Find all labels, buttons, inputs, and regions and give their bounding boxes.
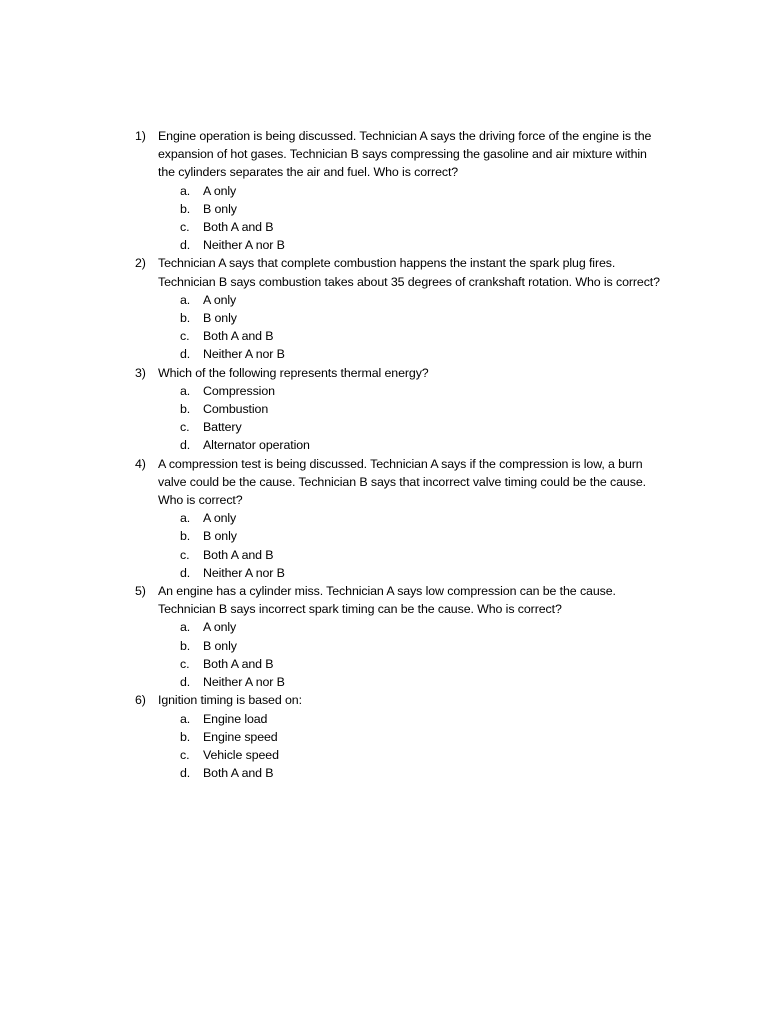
option-letter: c. <box>180 547 190 562</box>
option-text: Neither A nor B <box>203 238 285 253</box>
answer-options <box>135 291 660 364</box>
question <box>135 691 660 709</box>
answer-option <box>135 400 660 418</box>
answer-options <box>135 618 660 691</box>
option-letter: c. <box>180 420 190 435</box>
option-text: Both A and B <box>203 766 274 781</box>
option-text: A only <box>203 292 237 307</box>
option-letter: d. <box>180 347 191 362</box>
question-block <box>135 582 660 691</box>
option-text: Neither A nor B <box>203 565 285 580</box>
question-number: 6) <box>135 693 146 708</box>
answer-option <box>135 382 660 400</box>
answer-option <box>135 637 660 655</box>
question-block <box>135 127 660 254</box>
option-text: Neither A nor B <box>203 347 285 362</box>
option-letter: c. <box>180 220 190 235</box>
option-letter: d. <box>180 675 191 690</box>
option-text: Both A and B <box>203 656 274 671</box>
question-text: Technician A says that complete combustion happens the instant the spark plug fires. Technician B says combustion takes about 35 degrees of crankshaft rotation. Who is correct? <box>158 256 660 289</box>
option-letter: d. <box>180 238 191 253</box>
option-text: Combustion <box>203 402 269 417</box>
option-letter: a. <box>180 511 191 526</box>
option-letter: a. <box>180 711 191 726</box>
answer-option <box>135 182 660 200</box>
answer-option <box>135 728 660 746</box>
question-text: Engine operation is being discussed. Technician A says the driving force of the engine is the expansion of hot gases. Technician B says compressing the gasoline and air mixture within the cylinders separates the air and fuel. Who is correct? <box>158 129 652 180</box>
answer-option <box>135 710 660 728</box>
option-letter: d. <box>180 766 191 781</box>
option-text: Neither A nor B <box>203 675 285 690</box>
quiz-list <box>135 127 660 782</box>
option-text: Both A and B <box>203 329 274 344</box>
option-letter: a. <box>180 183 191 198</box>
option-text: A only <box>203 620 237 635</box>
question-block <box>135 691 660 782</box>
option-letter: b. <box>180 402 191 417</box>
answer-option <box>135 509 660 527</box>
question <box>135 254 660 290</box>
answer-option <box>135 309 660 327</box>
answer-option <box>135 764 660 782</box>
answer-options <box>135 182 660 255</box>
option-text: B only <box>203 638 237 653</box>
question <box>135 582 660 618</box>
answer-option <box>135 345 660 363</box>
answer-option <box>135 564 660 582</box>
question-number: 3) <box>135 365 146 380</box>
question-number: 1) <box>135 129 146 143</box>
answer-options <box>135 509 660 582</box>
option-letter: d. <box>180 565 191 580</box>
option-text: Both A and B <box>203 547 274 562</box>
option-letter: c. <box>180 656 190 671</box>
answer-option <box>135 618 660 636</box>
option-text: B only <box>203 529 237 544</box>
answer-option <box>135 218 660 236</box>
question-number: 4) <box>135 456 146 471</box>
answer-option <box>135 746 660 764</box>
option-text: Alternator operation <box>203 438 310 453</box>
option-text: Compression <box>203 383 275 398</box>
answer-option <box>135 673 660 691</box>
answer-options <box>135 382 660 455</box>
answer-option <box>135 200 660 218</box>
option-letter: a. <box>180 383 191 398</box>
answer-option <box>135 327 660 345</box>
option-text: Vehicle speed <box>203 747 279 762</box>
option-letter: a. <box>180 292 191 307</box>
option-letter: b. <box>180 729 191 744</box>
answer-option <box>135 418 660 436</box>
option-text: B only <box>203 201 237 216</box>
question-number: 2) <box>135 256 146 271</box>
option-text: Engine load <box>203 711 268 726</box>
option-text: B only <box>203 311 237 326</box>
answer-option <box>135 291 660 309</box>
option-letter: d. <box>180 438 191 453</box>
option-letter: c. <box>180 747 190 762</box>
answer-option <box>135 546 660 564</box>
option-letter: b. <box>180 201 191 216</box>
option-letter: b. <box>180 311 191 326</box>
option-text: A only <box>203 511 237 526</box>
question-number: 5) <box>135 584 146 599</box>
question-text: Which of the following represents thermal energy? <box>158 365 429 380</box>
question-text: A compression test is being discussed. Technician A says if the compression is low, a burn valve could be the cause. Technician B says that incorrect valve timing could be the cause. Who is correct? <box>158 456 646 508</box>
answer-options <box>135 710 660 783</box>
question-block <box>135 364 660 455</box>
answer-option <box>135 527 660 545</box>
option-letter: b. <box>180 529 191 544</box>
answer-option <box>135 236 660 254</box>
question <box>135 364 660 382</box>
answer-option <box>135 436 660 454</box>
question-block <box>135 455 660 582</box>
option-text: Both A and B <box>203 220 274 235</box>
question <box>135 127 660 182</box>
question-block <box>135 254 660 363</box>
option-letter: b. <box>180 638 191 653</box>
option-letter: a. <box>180 620 191 635</box>
option-text: Battery <box>203 420 242 435</box>
question-text: Ignition timing is based on: <box>158 693 302 708</box>
answer-option <box>135 655 660 673</box>
question <box>135 455 660 510</box>
option-text: Engine speed <box>203 729 278 744</box>
question-text: An engine has a cylinder miss. Technician A says low compression can be the cause. Technician B says incorrect spark timing can be the cause. Who is correct? <box>158 584 616 617</box>
option-letter: c. <box>180 329 190 344</box>
option-text: A only <box>203 183 237 198</box>
